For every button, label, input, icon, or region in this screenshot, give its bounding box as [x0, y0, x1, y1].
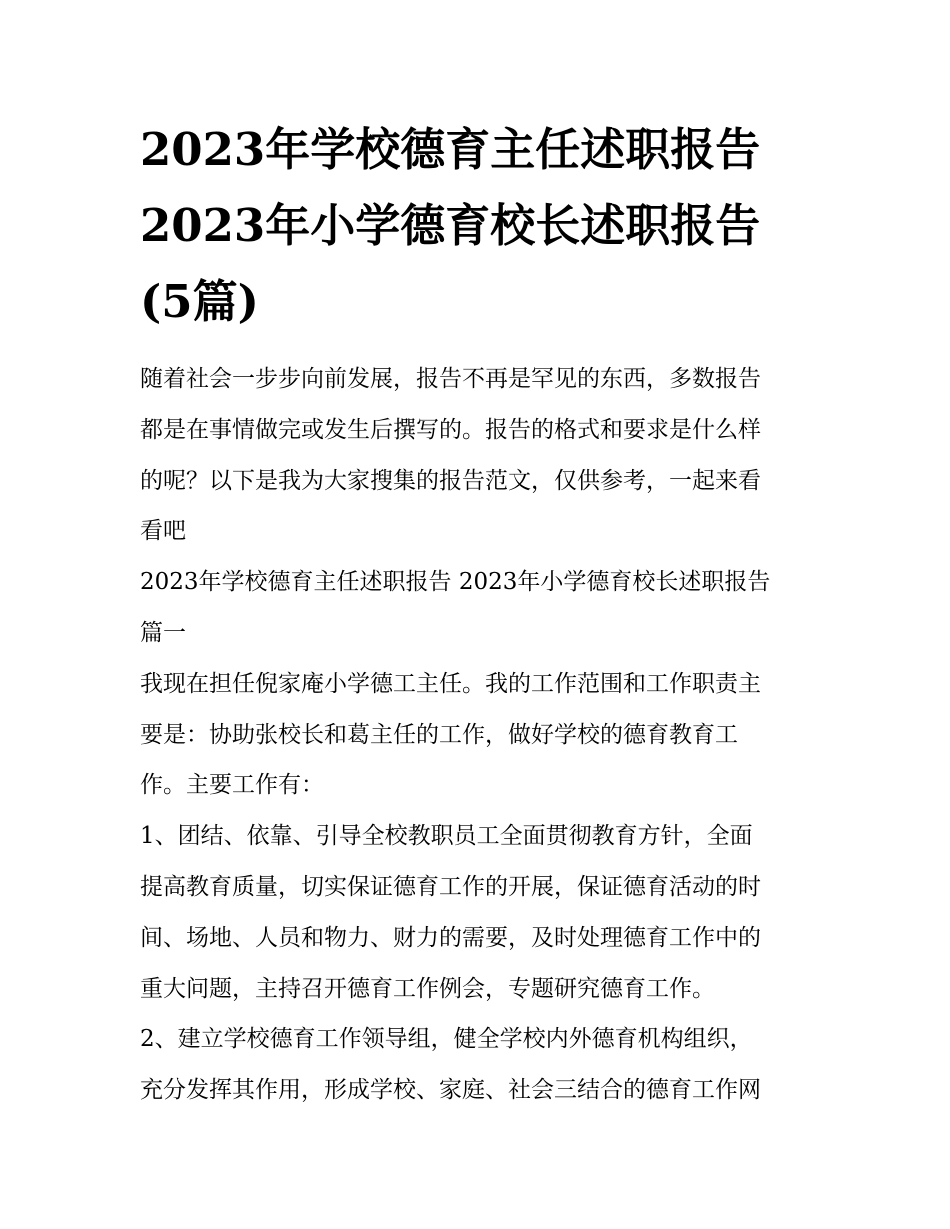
item-1-paragraph [140, 811, 812, 1014]
section-heading-paragraph [140, 557, 812, 659]
title-line: 2023年学校德育主任述职报告 [140, 123, 761, 176]
text-line: 看吧 [140, 518, 186, 545]
text-line: 都是在事情做完或发生后撰写的。报告的格式和要求是什么样 [140, 416, 761, 443]
text-line: 要是：协助张校长和葛主任的工作，做好学校的德育教育工 [140, 721, 738, 748]
text-line: 随着社会一步步向前发展，报告不再是罕见的东西，多数报告 [140, 366, 761, 392]
text-line: 篇一 [140, 619, 186, 646]
document-title [140, 112, 812, 340]
duty-paragraph [140, 659, 812, 811]
text-line: 重大问题，主持召开德育工作例会，专题研究德育工作。 [140, 975, 715, 1002]
text-line: 作。主要工作有： [140, 772, 324, 799]
text-line: 我现在担任倪家庵小学德工主任。我的工作范围和工作职责主 [140, 670, 761, 697]
text-line: 1、团结、依靠、引导全校教职员工全面贯彻教育方针，全面 [140, 823, 753, 850]
text-line: 2、建立学校德育工作领导组，健全学校内外德育机构组织， [140, 1026, 753, 1053]
text-line: 充分发挥其作用，形成学校、家庭、社会三结合的德育工作网 [140, 1077, 761, 1104]
document-body [140, 354, 812, 1116]
text-line: 间、场地、人员和物力、财力的需要，及时处理德育工作中的 [140, 924, 761, 951]
text-line: 提高教育质量，切实保证德育工作的开展，保证德育活动的时 [140, 873, 761, 900]
title-line: (5篇) [140, 275, 259, 328]
text-line: 2023年学校德育主任述职报告 2023年小学德育校长述职报告 [140, 569, 771, 596]
document-content [140, 112, 812, 1116]
intro-paragraph [140, 354, 812, 557]
title-line: 2023年小学德育校长述职报告 [140, 199, 761, 252]
item-2-paragraph [140, 1014, 812, 1116]
text-line: 的呢？以下是我为大家搜集的报告范文，仅供参考，一起来看 [140, 467, 761, 494]
